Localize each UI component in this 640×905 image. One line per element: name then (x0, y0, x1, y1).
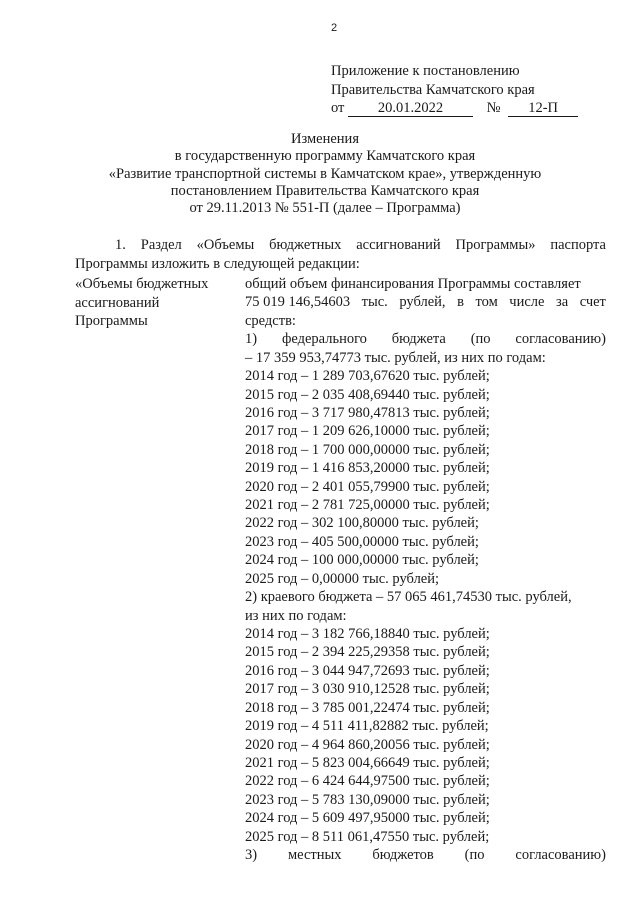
left-cell-line: Программы (75, 313, 148, 329)
intro-line-3: средств: (245, 312, 296, 329)
word: в (457, 294, 464, 311)
local-budget-header (245, 846, 606, 864)
document-title (100, 131, 550, 217)
paragraph-1-line-1: 1. Раздел «Объемы бюджетных ассигнований Программы» паспорта (115, 237, 606, 253)
word: (по (464, 847, 485, 864)
intro-line-1: общий объем финансирования Программы составляет (245, 276, 581, 292)
word: согласованию) (515, 331, 606, 348)
word: согласованию) (515, 847, 606, 864)
title-line: от 29.11.2013 № 551-П (далее – Программа) (189, 200, 461, 217)
federal-year-line: 2025 год – 0,00000 тыс. рублей; (245, 570, 440, 587)
regional-year-line: 2019 год – 4 511 411,82882 тыс. рублей; (245, 718, 489, 735)
federal-year-line: 2024 год – 100 000,00000 тыс. рублей; (245, 552, 479, 569)
word: федерального (281, 331, 367, 348)
federal-year-line: 2023 год – 405 500,00000 тыс. рублей; (245, 533, 479, 550)
federal-year-line: 2018 год – 1 700 000,00000 тыс. рублей; (245, 441, 490, 458)
federal-year-line: 2019 год – 1 416 853,20000 тыс. рублей; (245, 460, 490, 477)
appendix-line-1: Приложение к постановлению (331, 63, 520, 79)
left-cell-line: «Объемы бюджетных (75, 276, 209, 292)
word: том (475, 294, 498, 311)
regional-year-line: 2016 год – 3 044 947,72693 тыс. рублей; (245, 662, 490, 679)
word: бюджетов (372, 847, 434, 864)
federal-year-line: 2014 год – 1 289 703,67620 тыс. рублей; (245, 368, 490, 385)
regional-year-line: 2015 год – 2 394 225,29358 тыс. рублей; (245, 644, 490, 661)
federal-budget-total: – 17 359 953,74773 тыс. рублей, из них по годам: (245, 349, 546, 366)
regional-year-line: 2018 год – 3 785 001,22474 тыс. рублей; (245, 699, 490, 716)
regional-budget-subheader: из них по годам: (245, 607, 347, 624)
left-cell-line: ассигнований (75, 294, 160, 311)
regional-year-line: 2022 год – 6 424 644,97500 тыс. рублей; (245, 773, 490, 790)
word: счет (579, 294, 606, 311)
word: местных (288, 847, 342, 864)
title-line: постановлением Правительства Камчатского края (170, 182, 480, 199)
word: (по (470, 331, 491, 348)
regional-year-line: 2017 год – 3 030 910,12528 тыс. рублей; (245, 681, 490, 698)
word: за (555, 294, 569, 311)
word: рублей, (399, 294, 446, 311)
appendix-header (331, 62, 578, 118)
regional-year-line: 2024 год – 5 609 497,95000 тыс. рублей; (245, 810, 490, 827)
decree-date: 20.01.2022 (348, 101, 473, 117)
federal-year-line: 2017 год – 1 209 626,10000 тыс. рублей; (245, 423, 490, 440)
paragraph-1-line-2: Программы изложить в следующей редакции: (75, 255, 360, 272)
appendix-date-number-line (331, 99, 578, 118)
regional-year-line: 2025 год – 8 511 061,47550 тыс. рублей; (245, 828, 490, 845)
paragraph-1 (75, 236, 606, 273)
word: 3) (245, 847, 258, 864)
regional-budget-header: 2) краевого бюджета – 57 065 461,74530 тыс. рублей, (245, 589, 572, 606)
regional-year-line: 2021 год – 5 823 004,66649 тыс. рублей; (245, 754, 490, 771)
decree-number: 12-П (508, 101, 578, 117)
word: числе (509, 294, 545, 311)
appendix-line-2: Правительства Камчатского края (331, 81, 535, 98)
from-label: от (331, 100, 345, 116)
regional-year-line: 2023 год – 5 783 130,09000 тыс. рублей; (245, 791, 490, 808)
page-number: 2 (331, 22, 338, 34)
federal-year-line: 2022 год – 302 100,80000 тыс. рублей; (245, 515, 479, 532)
word: тыс. (361, 294, 388, 311)
federal-year-line: 2016 год – 3 717 980,47813 тыс. рублей; (245, 404, 490, 421)
federal-year-line: 2021 год – 2 781 725,00000 тыс. рублей; (245, 497, 490, 514)
regional-year-line: 2014 год – 3 182 766,18840 тыс. рублей; (245, 626, 490, 643)
title-line: «Развитие транспортной системы в Камчатском крае», утвержденную (108, 165, 542, 182)
federal-budget-header (245, 330, 606, 348)
table-left-cell (75, 275, 235, 331)
title-line: в государственную программу Камчатского края (174, 148, 476, 165)
federal-year-line: 2020 год – 2 401 055,79900 тыс. рублей; (245, 478, 490, 495)
table-right-cell (245, 275, 606, 865)
regional-year-line: 2020 год – 4 964 860,20056 тыс. рублей; (245, 736, 490, 753)
word: 1) (245, 331, 258, 348)
word: бюджета (391, 331, 446, 348)
number-label: № (486, 100, 501, 116)
title-line: Изменения (291, 131, 359, 147)
word: 75 019 146,54603 (245, 294, 351, 311)
intro-line-2 (245, 293, 606, 311)
federal-year-line: 2015 год – 2 035 408,69440 тыс. рублей; (245, 386, 490, 403)
